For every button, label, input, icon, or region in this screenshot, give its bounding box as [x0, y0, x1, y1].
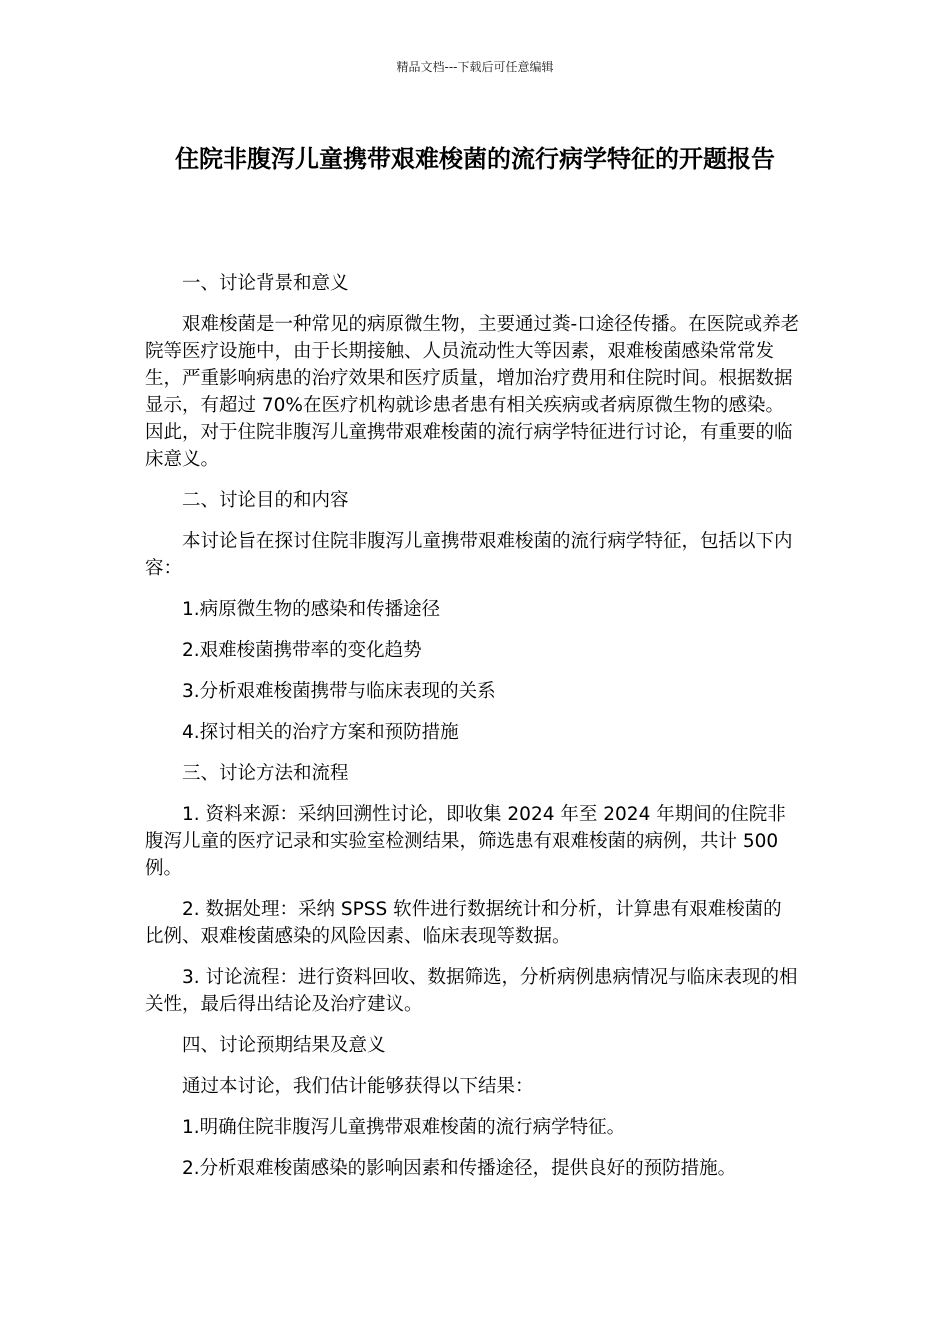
section-heading-3: 三、讨论方法和流程: [182, 763, 349, 784]
paragraph-method-3: 3. 讨论流程：进行资料回收、数据筛选，分析病例患病情况与临床表现的相关性，最后得出结论及治疗建议。: [145, 967, 798, 1015]
paragraph-expected-intro: 通过本讨论，我们估计能够获得以下结果：: [182, 1076, 534, 1097]
page-header-note: 精品文档---下载后可任意编辑: [396, 60, 554, 74]
paragraph-background: 艰难梭菌是一种常见的病原微生物，主要通过粪-口途径传播。在医院或养老院等医疗设施中，由于长期接触、人员流动性大等因素，艰难梭菌感染常常发生，严重影响病患的治疗效果和医疗质量，增加治疗费用和住院时间。根据数据显示，有超过 70%在医疗机构就诊患者患有相关疾病或者病原微生物的感染。因此，对于住院非腹泻儿童携带艰难梭菌的流行病学特征进行讨论，有重要的临床意义。: [145, 314, 800, 470]
section-heading-2: 二、讨论目的和内容: [182, 490, 349, 511]
section-heading-4: 四、讨论预期结果及意义: [182, 1035, 386, 1056]
paragraph-method-2: 2. 数据处理：采纳 SPSS 软件进行数据统计和分析，计算患有艰难梭菌的比例、艰难梭菌感染的风险因素、临床表现等数据。: [145, 899, 782, 947]
list-item: 4.探讨相关的治疗方案和预防措施: [182, 722, 459, 743]
list-item: 3.分析艰难梭菌携带与临床表现的关系: [182, 681, 496, 702]
list-item: 1.明确住院非腹泻儿童携带艰难梭菌的流行病学特征。: [182, 1117, 626, 1138]
document-title: 住院非腹泻儿童携带艰难梭菌的流行病学特征的开题报告: [175, 145, 775, 173]
document-body: [145, 270, 800, 1196]
paragraph-purpose: 本讨论旨在探讨住院非腹泻儿童携带艰难梭菌的流行病学特征，包括以下内容：: [145, 531, 793, 579]
list-item: 2.分析艰难梭菌感染的影响因素和传播途径，提供良好的预防措施。: [182, 1158, 737, 1179]
list-item: 2.艰难梭菌携带率的变化趋势: [182, 640, 422, 661]
list-item: 1.病原微生物的感染和传播途径: [182, 599, 441, 620]
paragraph-method-1: 1. 资料来源：采纳回溯性讨论，即收集 2024 年至 2024 年期间的住院非腹泻儿童的医疗记录和实验室检测结果，筛选患有艰难梭菌的病例，共计 500 例。: [145, 804, 786, 879]
section-heading-1: 一、讨论背景和意义: [182, 273, 349, 294]
